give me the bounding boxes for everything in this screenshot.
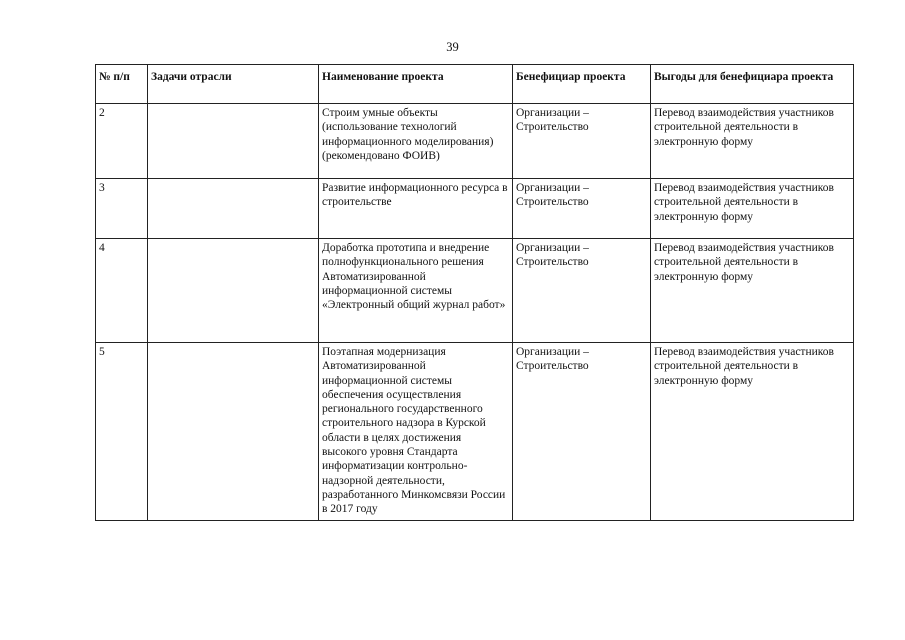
cell-beneficiary: Организации – Строительство [513, 343, 651, 521]
header-project-name: Наименование проекта [319, 65, 513, 104]
cell-tasks [148, 239, 319, 343]
cell-num: 3 [96, 179, 148, 239]
cell-num: 2 [96, 104, 148, 179]
table-header-row [96, 65, 854, 104]
cell-beneficiary: Организации – Строительство [513, 104, 651, 179]
table-row [96, 239, 854, 343]
cell-tasks [148, 179, 319, 239]
cell-beneficiary: Организации – Строительство [513, 239, 651, 343]
cell-benefits: Перевод взаимодействия участников строительной деятельности в электронную форму [651, 104, 854, 179]
cell-project-name: Строим умные объекты (использование технологий информационного моделирования) (рекомендовано ФОИВ) [319, 104, 513, 179]
cell-project-name: Доработка прототипа и внедрение полнофункционального решения Автоматизированной информационной системы «Электронный общий журнал работ» [319, 239, 513, 343]
cell-num: 5 [96, 343, 148, 521]
table-row [96, 104, 854, 179]
header-beneficiary: Бенефициар проекта [513, 65, 651, 104]
projects-table [95, 64, 854, 521]
header-benefits: Выгоды для бенефициара проекта [651, 65, 854, 104]
header-tasks: Задачи отрасли [148, 65, 319, 104]
page-number: 39 [446, 40, 459, 54]
cell-project-name: Поэтапная модернизация Автоматизированной информационной системы обеспечения осуществления регионального государственного строительного надзора в Курской области в целях достижения высокого уровня Стандарта информатизации контрольно-надзорной деятельности, разработанного Минкомсвязи России в 2017 году [319, 343, 513, 521]
cell-benefits: Перевод взаимодействия участников строительной деятельности в электронную форму [651, 343, 854, 521]
cell-tasks [148, 104, 319, 179]
cell-beneficiary: Организации – Строительство [513, 179, 651, 239]
cell-project-name: Развитие информационного ресурса в строительстве [319, 179, 513, 239]
cell-benefits: Перевод взаимодействия участников строительной деятельности в электронную форму [651, 179, 854, 239]
cell-benefits: Перевод взаимодействия участников строительной деятельности в электронную форму [651, 239, 854, 343]
table-row [96, 343, 854, 521]
cell-num: 4 [96, 239, 148, 343]
table-row [96, 179, 854, 239]
header-num: № п/п [96, 65, 148, 104]
cell-tasks [148, 343, 319, 521]
